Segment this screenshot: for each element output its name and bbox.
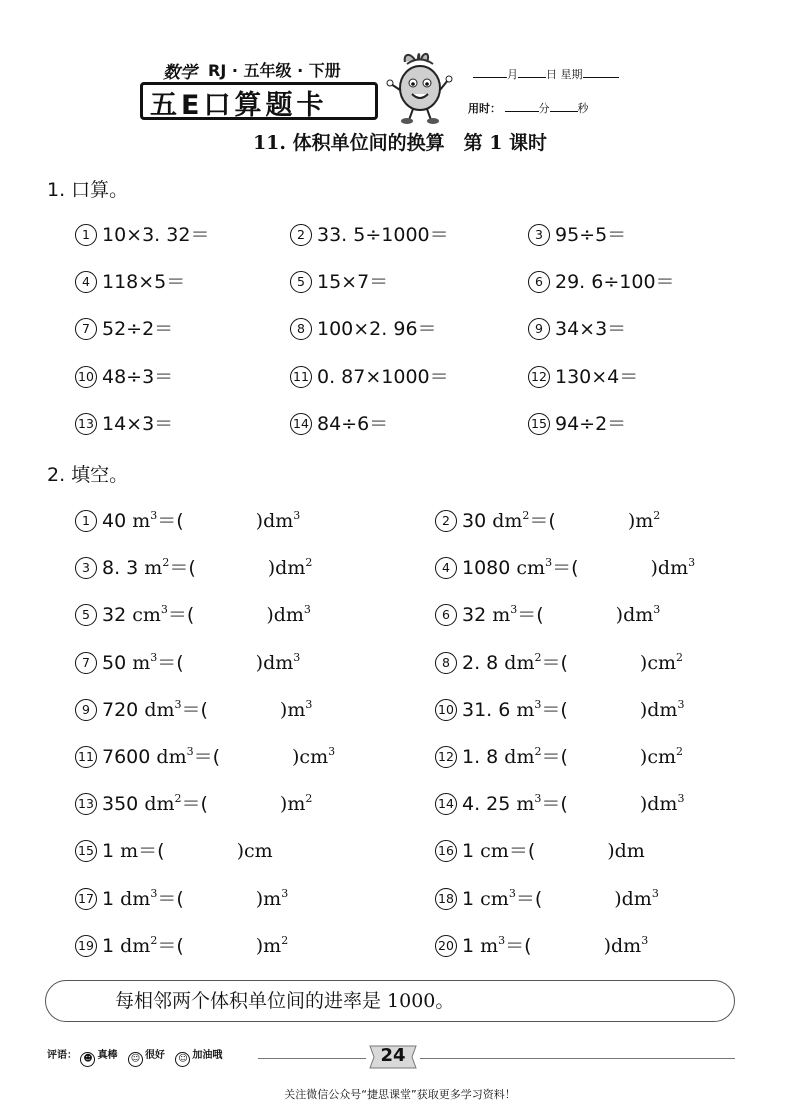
conversion-value: 30: [462, 510, 493, 532]
calc-item: [528, 314, 626, 341]
to-unit: )$dm^3$: [615, 603, 661, 626]
series-label: RJ · 五年级 · 下册: [208, 61, 341, 80]
to-unit: )$cm^2$: [639, 651, 683, 674]
conversion-item: [435, 600, 660, 627]
equals-open: ＝(: [541, 746, 568, 768]
equals-open: ＝(: [167, 604, 195, 626]
calc-expression: 29. 6÷100＝: [555, 271, 675, 293]
to-unit: )$m^2$: [627, 509, 661, 532]
calc-expression: 48÷3＝: [102, 366, 174, 388]
review-bar: 评语： ☻ 真棒 ☺ 很好 ☺ 加油哦: [47, 1046, 222, 1067]
calc-item: [290, 409, 388, 436]
conversion-item: [75, 884, 288, 911]
smile-big-icon: ☻: [80, 1052, 95, 1067]
calc-item: [75, 267, 185, 294]
item-number: 12: [528, 366, 550, 388]
conversion-value: 1: [462, 888, 481, 910]
from-unit: $m^3$: [516, 792, 542, 815]
item-number: 15: [75, 840, 97, 862]
calc-expression: 10×3. 32＝: [102, 224, 210, 246]
conversion-item: [75, 789, 312, 816]
conversion-item: [435, 553, 695, 580]
from-unit: $dm^3$: [156, 745, 194, 768]
item-number: 5: [75, 604, 97, 626]
conversion-value: 1: [102, 888, 121, 910]
conversion-item: [435, 836, 645, 863]
conversion-item: [435, 742, 683, 769]
to-unit: )$dm^3$: [650, 556, 696, 579]
item-number: 2: [290, 224, 312, 246]
from-unit: $dm^2$: [492, 509, 530, 532]
cheer-icon: ☺: [175, 1052, 190, 1067]
conversion-value: 1: [462, 840, 481, 862]
item-number: 10: [75, 366, 97, 388]
to-unit: )$dm^3$: [639, 698, 685, 721]
from-unit: $m^3$: [492, 603, 518, 626]
item-number: 17: [75, 888, 97, 910]
promo-text: 关注微信公众号“捷思课堂”获取更多学习资料！: [284, 1088, 516, 1101]
conversion-value: 32: [462, 604, 493, 626]
from-unit: $cm^3$: [516, 556, 553, 579]
to-unit: )$m^2$: [255, 934, 289, 957]
equals-open: ＝(: [508, 840, 536, 862]
calc-expression: 100×2. 96＝: [317, 318, 437, 340]
conversion-value: 720: [102, 699, 145, 721]
equals-open: ＝(: [517, 604, 544, 626]
calc-item: [290, 314, 437, 341]
calc-item: [290, 220, 449, 247]
calc-item: [75, 362, 173, 389]
item-number: 11: [290, 366, 312, 388]
conversion-value: 50: [102, 652, 133, 674]
item-number: 15: [528, 413, 550, 435]
item-number: 1: [75, 510, 97, 532]
conversion-item: [435, 884, 659, 911]
calc-expression: 84÷6＝: [317, 413, 389, 435]
time-line: 用时： 分 秒: [468, 102, 589, 115]
item-number: 18: [435, 888, 457, 910]
item-number: 10: [435, 699, 457, 721]
to-unit: )$dm^2$: [267, 556, 313, 579]
item-number: 6: [528, 271, 550, 293]
calc-item: [75, 220, 209, 247]
to-unit: )$dm^3$: [639, 792, 685, 815]
conversion-item: [435, 695, 684, 722]
item-number: 3: [528, 224, 550, 246]
equals-open: ＝(: [157, 652, 184, 674]
footer-rule-left: [258, 1058, 366, 1059]
item-number: 9: [75, 699, 97, 721]
from-unit: $dm^2$: [144, 792, 182, 815]
conversion-item: [435, 506, 660, 533]
item-number: 19: [75, 935, 97, 957]
section1-title: 1. 口算。: [47, 179, 129, 201]
equals-open: ＝(: [193, 746, 221, 768]
equals-open: ＝(: [515, 888, 543, 910]
conversion-value: 4. 25: [462, 793, 517, 815]
calc-item: [290, 362, 449, 389]
item-number: 2: [435, 510, 457, 532]
item-number: 13: [75, 793, 97, 815]
from-unit: m: [120, 840, 139, 862]
to-unit: )$m^3$: [279, 698, 313, 721]
equals-open: ＝(: [552, 557, 579, 579]
equals-open: ＝(: [541, 793, 568, 815]
item-number: 8: [290, 318, 312, 340]
item-number: 14: [290, 413, 312, 435]
to-unit: )$cm^3$: [292, 745, 336, 768]
from-unit: $cm^3$: [132, 603, 168, 626]
conversion-item: [435, 931, 648, 958]
mascot-icon: [385, 50, 455, 125]
to-unit: )$dm^3$: [614, 887, 659, 910]
from-unit: $dm^3$: [144, 698, 182, 721]
calc-item: [75, 409, 173, 436]
conversion-value: 1: [102, 840, 121, 862]
conversion-item: [75, 553, 312, 580]
conversion-item: [435, 789, 684, 816]
item-number: 14: [435, 793, 457, 815]
conversion-item: [75, 506, 300, 533]
lesson-title: 11. 体积单位间的换算 第 1 课时: [252, 132, 548, 154]
equals-open: ＝(: [181, 793, 208, 815]
equals-open: ＝(: [541, 699, 568, 721]
from-unit: $m^3$: [480, 934, 506, 957]
item-number: 13: [75, 413, 97, 435]
conversion-item: [75, 742, 335, 769]
item-number: 5: [290, 271, 312, 293]
item-number: 7: [75, 318, 97, 340]
from-unit: $m^3$: [132, 651, 158, 674]
item-number: 4: [75, 271, 97, 293]
calc-expression: 14×3＝: [102, 413, 174, 435]
conversion-value: 350: [102, 793, 145, 815]
page-number: 24: [380, 1045, 406, 1066]
from-unit: $m^2$: [144, 556, 170, 579]
conversion-value: 1: [462, 935, 481, 957]
calc-expression: 34×3＝: [555, 318, 627, 340]
equals-open: ＝(: [157, 888, 184, 910]
item-number: 16: [435, 840, 457, 862]
equals-open: ＝(: [157, 935, 184, 957]
footer-rule-right: [420, 1058, 735, 1059]
calc-expression: 33. 5÷1000＝: [317, 224, 449, 246]
conversion-item: [75, 836, 273, 863]
equals-open: ＝(: [169, 557, 196, 579]
conversion-value: 40: [102, 510, 133, 532]
date-line: 月 日 星期: [473, 66, 619, 82]
calc-expression: 95÷5＝: [555, 224, 627, 246]
conversion-value: 2. 8: [462, 652, 505, 674]
equals-open: ＝(: [157, 510, 184, 532]
to-unit: )$dm^3$: [266, 603, 311, 626]
to-unit: )$dm^3$: [603, 934, 649, 957]
to-unit: )dm: [607, 840, 645, 862]
conversion-value: 1: [102, 935, 121, 957]
from-unit: $dm^2$: [120, 934, 158, 957]
item-number: 12: [435, 746, 457, 768]
conversion-value: 8. 3: [102, 557, 145, 579]
conversion-item: [75, 648, 300, 675]
from-unit: $dm^3$: [120, 887, 158, 910]
conversion-value: 1. 8: [462, 746, 505, 768]
from-unit: $m^3$: [132, 509, 158, 532]
from-unit: $dm^2$: [504, 651, 542, 674]
item-number: 9: [528, 318, 550, 340]
card-title: 五E口算题卡: [150, 90, 328, 121]
calc-expression: 15×7＝: [317, 271, 389, 293]
equals-open: ＝(: [138, 840, 165, 862]
calc-item: [528, 362, 638, 389]
conversion-item: [435, 648, 683, 675]
section2-title: 2. 填空。: [47, 464, 129, 486]
from-unit: $cm^3$: [480, 887, 516, 910]
to-unit: )$dm^3$: [255, 509, 301, 532]
conversion-value: 31. 6: [462, 699, 517, 721]
equals-open: ＝(: [181, 699, 208, 721]
equals-open: ＝(: [541, 652, 568, 674]
from-unit: cm: [480, 840, 509, 862]
to-unit: )$m^3$: [255, 887, 289, 910]
to-unit: )$m^2$: [279, 792, 313, 815]
item-number: 20: [435, 935, 457, 957]
conversion-item: [75, 695, 312, 722]
conversion-item: [75, 600, 311, 627]
conversion-item: [75, 931, 288, 958]
to-unit: )$dm^3$: [255, 651, 301, 674]
subject-label: 数学: [163, 63, 197, 83]
calc-item: [290, 267, 388, 294]
to-unit: )cm: [236, 840, 273, 862]
calc-item: [528, 409, 626, 436]
calc-expression: 130×4＝: [555, 366, 639, 388]
equals-open: ＝(: [505, 935, 532, 957]
smile-icon: ☺: [128, 1052, 143, 1067]
to-unit: )$cm^2$: [639, 745, 683, 768]
from-unit: $m^3$: [516, 698, 542, 721]
calc-expression: 94÷2＝: [555, 413, 627, 435]
calc-item: [528, 267, 675, 294]
item-number: 3: [75, 557, 97, 579]
from-unit: $dm^2$: [504, 745, 542, 768]
conversion-value: 32: [102, 604, 133, 626]
item-number: 1: [75, 224, 97, 246]
calc-expression: 52÷2＝: [102, 318, 174, 340]
conversion-value: 1080: [462, 557, 517, 579]
conversion-value: 7600: [102, 746, 157, 768]
calc-expression: 0. 87×1000＝: [317, 366, 449, 388]
item-number: 6: [435, 604, 457, 626]
item-number: 4: [435, 557, 457, 579]
item-number: 11: [75, 746, 97, 768]
calc-item: [75, 314, 173, 341]
calc-expression: 118×5＝: [102, 271, 186, 293]
equals-open: ＝(: [529, 510, 556, 532]
calc-item: [528, 220, 626, 247]
item-number: 8: [435, 652, 457, 674]
item-number: 7: [75, 652, 97, 674]
tip-text: 每相邻两个体积单位间的进率是 1000。: [115, 990, 455, 1012]
